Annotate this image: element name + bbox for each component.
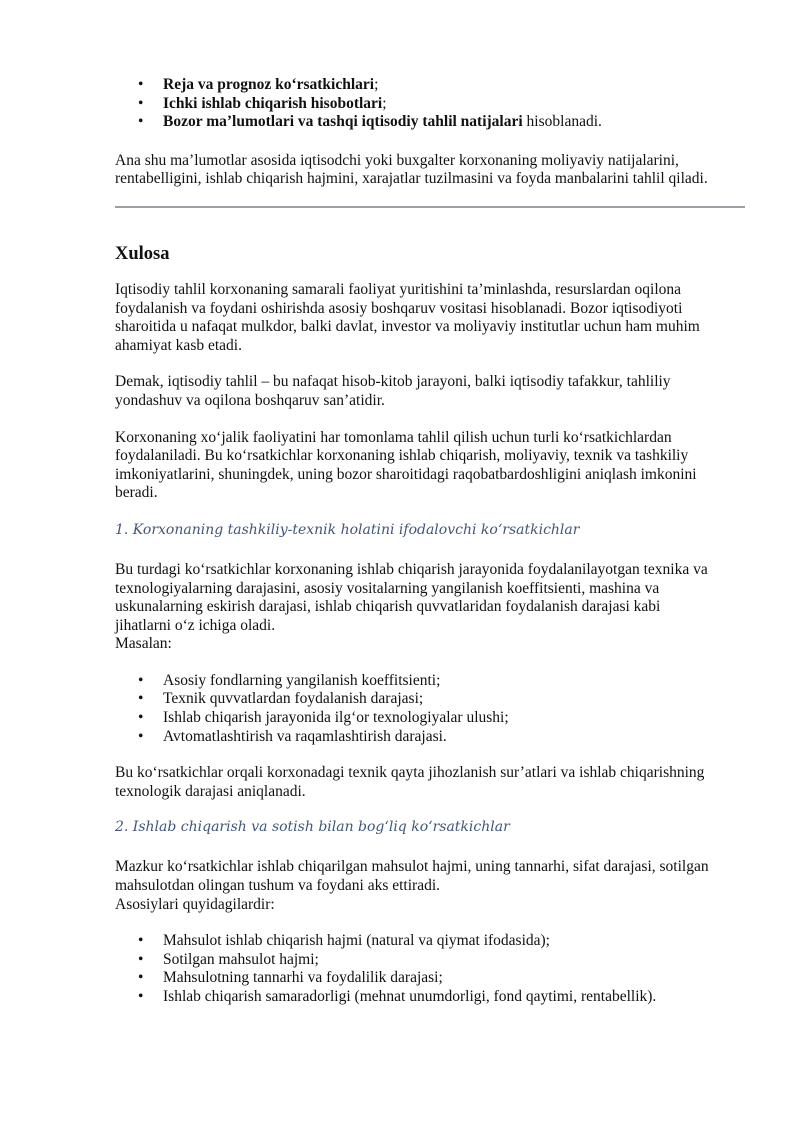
bullet-icon: • [138,932,144,950]
section-1-heading: 1. Korxonaning tashkiliy-texnik holatini ifodalovchi ko‘rsatkichlar [115,521,580,538]
conclusion-paragraph-3: Korxonaning xo‘jalik faoliyatini har tomonlama tahlil qilish uchun turli ko‘rsatkichlardan foydalaniladi. Bu ko‘rsatkichlar korxonaning ishlab chiqarish, moliyaviy, texnik va tashkiliy imkoniyatlarini, shuningdek, uning bozor sharoitidagi raqobatbardoshligini aniqlash imkonini beradi. [115,428,697,502]
section-2-intro: Mazkur ko‘rsatkichlar ishlab chiqarilgan mahsulot hajmi, uning tannarhi, sifat darajasi, sotilgan mahsulotdan olingan tushum va foydani aks ettiradi. Asosiylari quyidagilardir: [115,858,709,913]
horizontal-rule [115,206,745,208]
sources-list [115,76,745,132]
list-item: • Ichki ishlab chiqarish hisobotlari; [138,94,387,112]
list-item: • Reja va prognoz ko‘rsatkichlari; [138,76,379,93]
section-1-outro: Bu ko‘rsatkichlar orqali korxonadagi texnik qayta jihozlanish sur’atlari va ishlab chiqarishning texnologik darajasi aniqlanadi. [115,764,705,800]
list-item: • Mahsulotning tannarhi va foydalilik darajasi; [138,969,443,987]
conclusion-paragraph-1: Iqtisodiy tahlil korxonaning samarali faoliyat yuritishini ta’minlashda, resurslardan oqilona foydalanish va foydani oshirishda asosiy boshqaruv vositasi hisoblanadi. Bozor iqtisodiyoti sharoitida u nafaqat mulkdor, balki davlat, investor va moliyaviy institutlar uchun ham muhim ahamiyat kasb etadi. [115,280,700,354]
intro-paragraph: Ana shu ma’lumotlar asosida iqtisodchi yoki buxgalter korxonaning moliyaviy natijalarini, rentabelligini, ishlab chiqarish hajmini, xarajatlar tuzilmasini va foyda manbalarini tahlil qiladi. [115,151,708,188]
list-item: • Texnik quvvatlardan foydalanish darajasi; [138,690,424,708]
list-item: • Ishlab chiqarish jarayonida ilg‘or texnologiyalar ulushi; [138,709,509,727]
list-item: • Avtomatlashtirish va raqamlashtirish darajasi. [138,727,447,745]
document-content [115,76,745,1007]
section-2-list [115,932,745,1006]
bullet-icon: • [138,988,144,1005]
bullet-icon: • [138,76,144,93]
conclusion-heading: Xulosa [115,243,170,264]
list-item: • Ishlab chiqarish samaradorligi (mehnat unumdorligi, fond qaytimi, rentabellik). [138,988,657,1005]
bullet-icon: • [138,950,144,968]
list-item: • Mahsulot ishlab chiqarish hajmi (natural va qiymat ifodasida); [138,932,550,950]
list-item: • Sotilgan mahsulot hajmi; [138,950,319,968]
list-item: • Asosiy fondlarning yangilanish koeffitsienti; [138,671,441,689]
bullet-icon: • [138,94,144,112]
section-2-heading: 2. Ishlab chiqarish va sotish bilan bog‘liq ko‘rsatkichlar [115,819,510,836]
bullet-icon: • [138,727,144,745]
section-1-list [115,672,745,746]
bullet-icon: • [138,709,144,727]
conclusion-paragraph-2: Demak, iqtisodiy tahlil – bu nafaqat hisob-kitob jarayoni, balki iqtisodiy tafakkur, tahliliy yondashuv va oqilona boshqaruv san’atidir. [115,373,671,409]
list-item: • Bozor ma’lumotlari va tashqi iqtisodiy tahlil natijalari hisoblanadi. [138,113,602,131]
bullet-icon: • [138,969,144,987]
bullet-icon: • [138,671,144,689]
bullet-icon: • [138,113,144,131]
section-1-intro: Bu turdagi ko‘rsatkichlar korxonaning ishlab chiqarish jarayonida foydalanilayotgan texnika va texnologiyalarning darajasini, asosiy vositalarning yangilanish koeffitsienti, mashina va uskunalarning eskirish darajasi, ishlab chiqarish quvvatlaridan foydalanish darajasi kabi jihatlarni o‘z ichiga oladi. Masalan: [115,560,708,653]
bullet-icon: • [138,690,144,708]
